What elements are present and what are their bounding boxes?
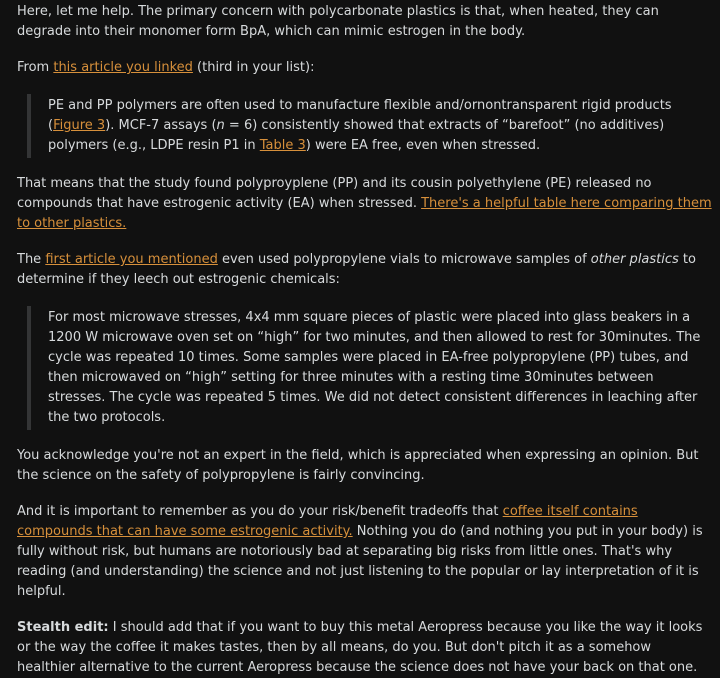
paragraph-acknowledge: You acknowledge you're not an expert in the field, which is appreciated when expressing an opinion. But the science on the safety of polypropylene is fairly convincing. bbox=[17, 448, 699, 483]
paragraph-first-article: The first article you mentioned even used polypropylene vials to microwave samples of other plastics to determine if they leech out estrogenic chemicals: bbox=[17, 252, 696, 287]
quote-microwave-protocol: For most microwave stresses, 4x4 mm square pieces of plastic were placed into glass beakers in a 1200 W microwave oven set on “high” for two minutes, and then allowed to rest for 30minutes. The cycle was repeated 10 times. Some samples were placed in EA-free polypropylene (PP) tubes, and then microwaved on “high” setting for three minutes with a resting time 30minutes between stresses. The cycle was repeated 5 times. We did not detect consistent differences in leaching after the two protocols. bbox=[27, 306, 712, 430]
first-article-link[interactable]: first article you mentioned bbox=[45, 252, 218, 267]
stealth-edit-label: Stealth edit: bbox=[17, 620, 109, 635]
plastics-table-link[interactable]: There's a helpful table here comparing them to other plastics. bbox=[17, 196, 712, 231]
paragraph-intro: Here, let me help. The primary concern with polycarbonate plastics is that, when heated, they can degrade into their monomer form BpA, which can mimic estrogen in the body. bbox=[17, 4, 659, 39]
article-link[interactable]: this article you linked bbox=[53, 60, 193, 75]
figure-3-link[interactable]: Figure 3 bbox=[53, 118, 106, 133]
paragraph-study-meaning: That means that the study found polyproyplene (PP) and its cousin polyethylene (PE) released no compounds that have estrogenic activity (EA) when stressed. There's a helpful table here comparing them to other plastics. bbox=[17, 176, 712, 231]
coffee-estrogenic-link[interactable]: coffee itself contains compounds that can have some estrogenic activity. bbox=[17, 504, 638, 539]
paragraph-source: From this article you linked (third in your list): bbox=[17, 60, 315, 75]
quote-study-findings: PE and PP polymers are often used to manufacture flexible and/ornontransparent rigid products (Figure 3). MCF-7 assays (n = 6) consistently showed that extracts of “barefoot” (no additives) polymers (e.g., LDPE resin P1 in Table 3) were EA free, even when stressed. bbox=[27, 94, 712, 158]
paragraph-risk: And it is important to remember as you do your risk/benefit tradeoffs that coffee itself contains compounds that can have some estrogenic activity. Nothing you do (and nothing you put in your body) is fully without risk, but humans are notoriously bad at separating big risks from little ones. That's why reading (and understanding) the science and not just listening to the popular or lay interpretation of it is helpful. bbox=[17, 504, 703, 599]
table-3-link[interactable]: Table 3 bbox=[259, 138, 306, 153]
paragraph-stealth-edit: Stealth edit: I should add that if you want to buy this metal Aeropress because you like the way it looks or the way the coffee it makes tastes, then by all means, do you. But don't pitch it as a somehow healthier alternative to the current Aeropress because the science does not have your back on that one. bbox=[17, 620, 703, 675]
